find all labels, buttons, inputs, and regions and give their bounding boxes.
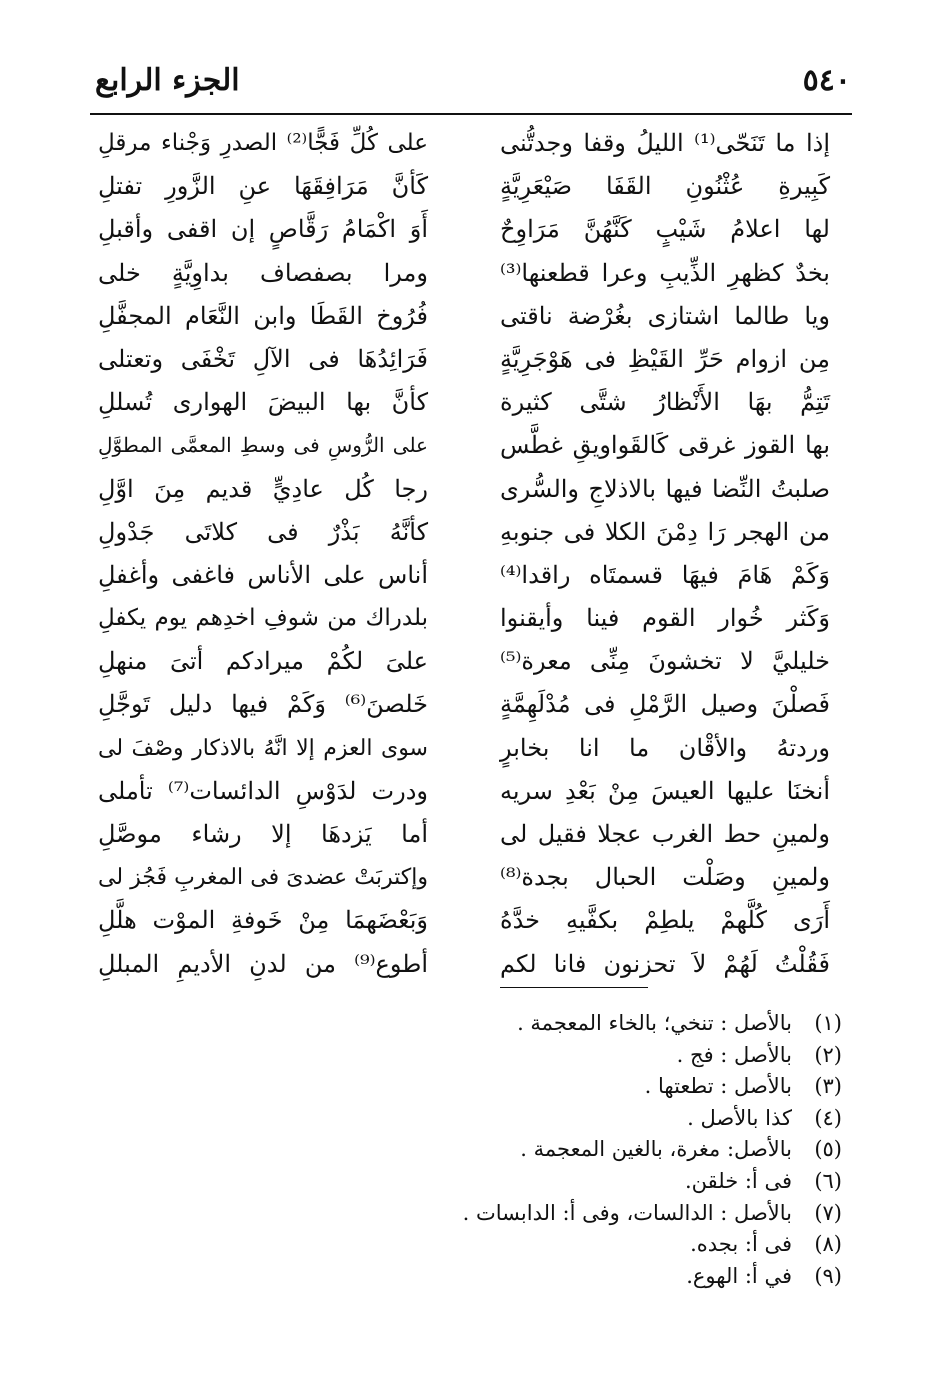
- verse-row: [98, 727, 830, 770]
- verse-first-hemistich: فَصلْنَ وصيل الرَّمْلِ فى مُدْلَهِمَّةٍ: [500, 690, 830, 719]
- verse-row: [98, 252, 830, 295]
- verse-second-hemistich: كَأنَّ مَرَافِقَهَا عنِ الزَّورِ تفتلِ: [98, 172, 428, 201]
- verse-second-hemistich: رجا كُل عادِيٍّ قديم مِنَ اوَّلِ: [98, 474, 428, 503]
- verse-first-hemistich: من الهجر رَا دِمْنَ الكلا فى جنوبهِ: [500, 517, 830, 546]
- footnote-text: بالأصل : تطعتها .: [644, 1074, 792, 1099]
- footnote-text: بالأصل: مغرة، بالغين المعجمة .: [520, 1137, 792, 1162]
- verse-second-hemistich: وإكتربَتْ عضدىَ فى المغربِ فَجُز لى: [98, 865, 428, 891]
- footnote: [202, 1229, 842, 1261]
- verse-first-hemistich: ولمينِ حط الغرب عجلا فقيل لى: [500, 820, 830, 848]
- verse-row: [98, 770, 830, 813]
- footnote: [202, 1103, 842, 1135]
- footnote-number: (٩): [814, 1263, 842, 1288]
- verse-row: [98, 338, 830, 381]
- footnote: [202, 1166, 842, 1198]
- header-rule: [90, 113, 852, 115]
- verse-first-hemistich: أَرَى كُلَّهمْ يلطِمْ بكفَّيهِ خدَّهُ: [500, 906, 830, 935]
- verse-row: [98, 554, 830, 597]
- verse-first-hemistich: بها القوز غرقى كَالقَواويقِ غطَّس: [500, 431, 830, 460]
- verse-second-hemistich: أما يَزدهَا إلا رشاء موصَّلِ: [98, 820, 428, 848]
- verse-second-hemistich: بلدراك من شوفِ اخدِهم يوم يكفلِ: [98, 605, 428, 632]
- verse-first-hemistich: فَقُلْتُ لَهُمْ لاَ تحزنون فانا لكم: [500, 949, 830, 978]
- verse-row: [98, 943, 830, 986]
- verse-row: [98, 813, 830, 856]
- verse-second-hemistich: أطوع⁽⁹⁾ من لدنِ الأديمِ المبللِ: [98, 949, 428, 978]
- footnote: [202, 1040, 842, 1072]
- verse-second-hemistich: كأنَّ بها البيضَ الهوارى تُسللِ: [98, 388, 428, 417]
- footnote-number: (٤): [814, 1105, 842, 1130]
- verse-row: [98, 640, 830, 683]
- footnote-text: بالأصل : تنخي؛ بالخاء المعجمة .: [517, 1011, 792, 1035]
- verse-first-hemistich: ويا طالما اشتازى بغُرْضة ناقتى: [500, 301, 830, 330]
- verse-first-hemistich: لها اعلامُ شَيْبٍ كَنَّهُنَّ مَرَاوِحٌ: [500, 215, 830, 244]
- verse-second-hemistich: سوى العزم إلا انَّهُ بالاذكار وصْفَ لى: [98, 735, 428, 761]
- footnote-text: فى أ: خلقن.: [684, 1168, 792, 1193]
- verse-row: [98, 122, 830, 165]
- footnote-number: (١): [814, 1011, 842, 1035]
- verse-first-hemistich: وردتهُ والأقْان ما انا بخابرٍ: [500, 733, 830, 762]
- footnote: [202, 1134, 842, 1166]
- footnote-number: (٨): [814, 1232, 842, 1257]
- verse-row: [98, 683, 830, 726]
- footnote-text: في أ: الهوع.: [686, 1263, 792, 1288]
- verse-second-hemistich: على الرُّوسِ فى وسطِ المعمَّى المطوَّلِ: [98, 433, 428, 458]
- footnote-text: كذا بالأصل .: [687, 1105, 792, 1130]
- verse-row: [98, 856, 830, 899]
- footnote: [202, 1071, 842, 1103]
- verse-second-hemistich: على كُلِّ فَجًّا⁽²⁾ الصدرِ وَجْناء مرقلِ: [98, 130, 428, 156]
- verse-second-hemistich: أناس على الأناس فاغفى وأغفلِ: [98, 560, 428, 589]
- verse-first-hemistich: صلبتُ النِّضا فيها بالاذلاجِ والسُّرى: [500, 474, 830, 503]
- verse-second-hemistich: خَلصنَ⁽⁶⁾ وَكَمْ فيها دليل تَوجَّلِ: [98, 690, 428, 719]
- footnote-number: (٢): [814, 1042, 842, 1067]
- verse-second-hemistich: ومرا بصفصاف بداوِيَّةٍ خلى: [98, 258, 428, 287]
- verse-second-hemistich: فَرَائِدُهَا فى الآلِ تَخْفَى وتعتلى: [98, 344, 428, 373]
- running-title: الجزء الرابع: [95, 63, 240, 98]
- verse-second-hemistich: كأنَّهُ بَذْرٌ فى كلاتَى جَدْولِ: [98, 517, 428, 546]
- verse-row: [98, 295, 830, 338]
- footnote: [202, 1261, 842, 1293]
- verse-row: [98, 208, 830, 251]
- verse-first-hemistich: وَكَمْ هَامَ فيهَا قسمتَاه راقدا⁽⁴⁾: [500, 560, 830, 589]
- verse-underline: [500, 987, 648, 988]
- footnote-text: بالأصل : الدالسات، وفى أ: الدابسات .: [462, 1200, 792, 1225]
- verse-first-hemistich: أنخنَا عليها العيسَ مِنْ بَعْدِ سريه: [500, 776, 830, 805]
- verse-second-hemistich: ودرت لدَوْسِ الدائسات⁽⁷⁾ تأملى: [98, 776, 429, 805]
- verse-row: [98, 165, 830, 208]
- verse-row: [98, 511, 830, 554]
- page-header: [95, 60, 851, 108]
- footnote: [202, 1198, 842, 1230]
- footnote: [202, 1008, 842, 1040]
- verse-first-hemistich: تَتِمُّ بهَا الأَنْظارُ شتَّى كثيرة: [500, 388, 830, 417]
- footnotes: [202, 1008, 842, 1292]
- verse-second-hemistich: أَوَ اكْمَامُ رَقَّاصٍ إن اقفى وأقبلِ: [98, 215, 428, 244]
- verse-first-hemistich: بخدٌ كظهرِ الذِّيبِ وعرا قطعنها⁽³⁾: [500, 258, 830, 287]
- verse-row: [98, 468, 830, 511]
- verse-row: [98, 597, 830, 640]
- verse-first-hemistich: مِن ازوام حَرِّ القَيْظِ فى هَوْجَرِيَّةٍ: [500, 344, 830, 373]
- verse-first-hemistich: ولمينِ وصَلْت الحبال بجدة⁽⁸⁾: [500, 863, 830, 892]
- poem-body: [98, 122, 830, 986]
- footnote-number: (٦): [814, 1168, 842, 1193]
- verse-first-hemistich: إذا ما تَنَحّى⁽¹⁾ الليلُ وقفا وجدتُّنى: [500, 129, 830, 157]
- verse-second-hemistich: فُرُوخ القَطَا وابن النَّعَام المجفَّلِ: [98, 301, 428, 330]
- footnote-text: بالأصل : فج .: [676, 1042, 792, 1067]
- footnote-number: (٧): [814, 1200, 842, 1225]
- verse-row: [98, 381, 830, 424]
- verse-first-hemistich: وَكَثر خُوار القوم فينا وأيقنوا: [500, 604, 830, 633]
- footnote-number: (٥): [814, 1137, 842, 1162]
- verse-second-hemistich: علىَ لكُمْ ميرادكم أتىَ منهلِ: [98, 647, 428, 676]
- footnote-text: فى أ: بجده.: [690, 1232, 792, 1257]
- verse-row: [98, 424, 830, 467]
- verse-second-hemistich: وَبَعْضَهمَا مِنْ خَوفةِ الموْت هلَّلِ: [98, 906, 428, 935]
- verse-row: [98, 899, 830, 942]
- page-number: ٥٤٠: [802, 63, 851, 98]
- verse-first-hemistich: كَبِيرةِ عُثْنُونِ القَفَا صَيْعَرِيَّةٍ: [500, 172, 830, 201]
- verse-first-hemistich: خليليَّ لا تخشونَ مِنِّى معرة⁽⁵⁾: [500, 647, 830, 676]
- footnote-number: (٣): [814, 1074, 842, 1099]
